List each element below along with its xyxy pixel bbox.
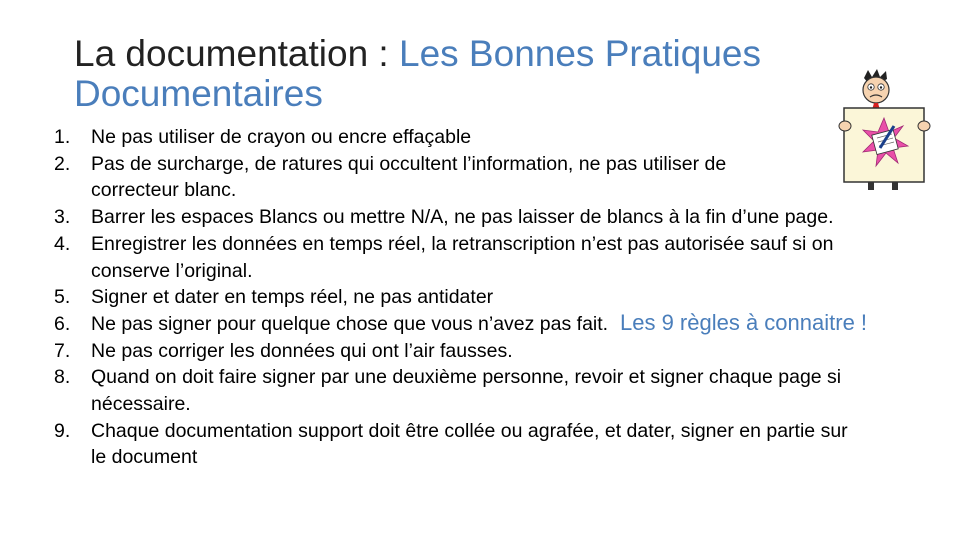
rule-number: 5. [54, 286, 71, 309]
rule-number: 8. [54, 366, 71, 389]
rule-item [54, 204, 924, 231]
rule-item [54, 364, 924, 417]
rule-item [54, 284, 924, 311]
title-accent: Les Bonnes Pratiques Documentaires [74, 33, 762, 114]
rule-text: Ne pas utiliser de crayon ou encre effaçable [91, 126, 472, 148]
rule-text: Signer et dater en temps réel, ne pas antidater [91, 286, 494, 309]
person-holding-document-icon [836, 68, 936, 192]
rule-number: 6. [54, 312, 71, 335]
rule-text: Chaque documentation support doit être collée ou agrafée, et dater, signer en partie sur le document [91, 419, 848, 469]
rule-text: Pas de surcharge, de ratures qui occultent l’information, ne pas utiliser de correcteur blanc. [91, 152, 727, 202]
rule-text: Enregistrer les données en temps réel, la retranscription n’est pas autorisée sauf si on conserve l’original. [91, 232, 834, 282]
rules-list [54, 124, 924, 471]
rule-item [54, 124, 924, 151]
rule-item [54, 418, 924, 471]
rule-item [54, 151, 924, 204]
rule-item [54, 231, 924, 284]
rule-number: 7. [54, 339, 71, 362]
rule-text: Ne pas signer pour quelque chose que vous n’avez pas fait. [91, 312, 609, 335]
rule-number: 4. [54, 232, 71, 255]
rule-number: 1. [54, 126, 71, 148]
rule-number: 9. [54, 419, 71, 442]
rules-callout: Les 9 règles à connaitre ! [620, 310, 868, 335]
rule-item [54, 338, 924, 365]
slide-title [74, 34, 834, 114]
rule-number: 3. [54, 206, 71, 229]
rule-text: Ne pas corriger les données qui ont l’air fausses. [91, 339, 513, 362]
title-prefix: La documentation : [74, 33, 399, 74]
rule-text: Quand on doit faire signer par une deuxième personne, revoir et signer chaque page si nécessaire. [91, 366, 842, 416]
rule-text: Barrer les espaces Blancs ou mettre N/A, ne pas laisser de blancs à la fin d’une page. [91, 206, 834, 229]
rule-number: 2. [54, 152, 71, 175]
